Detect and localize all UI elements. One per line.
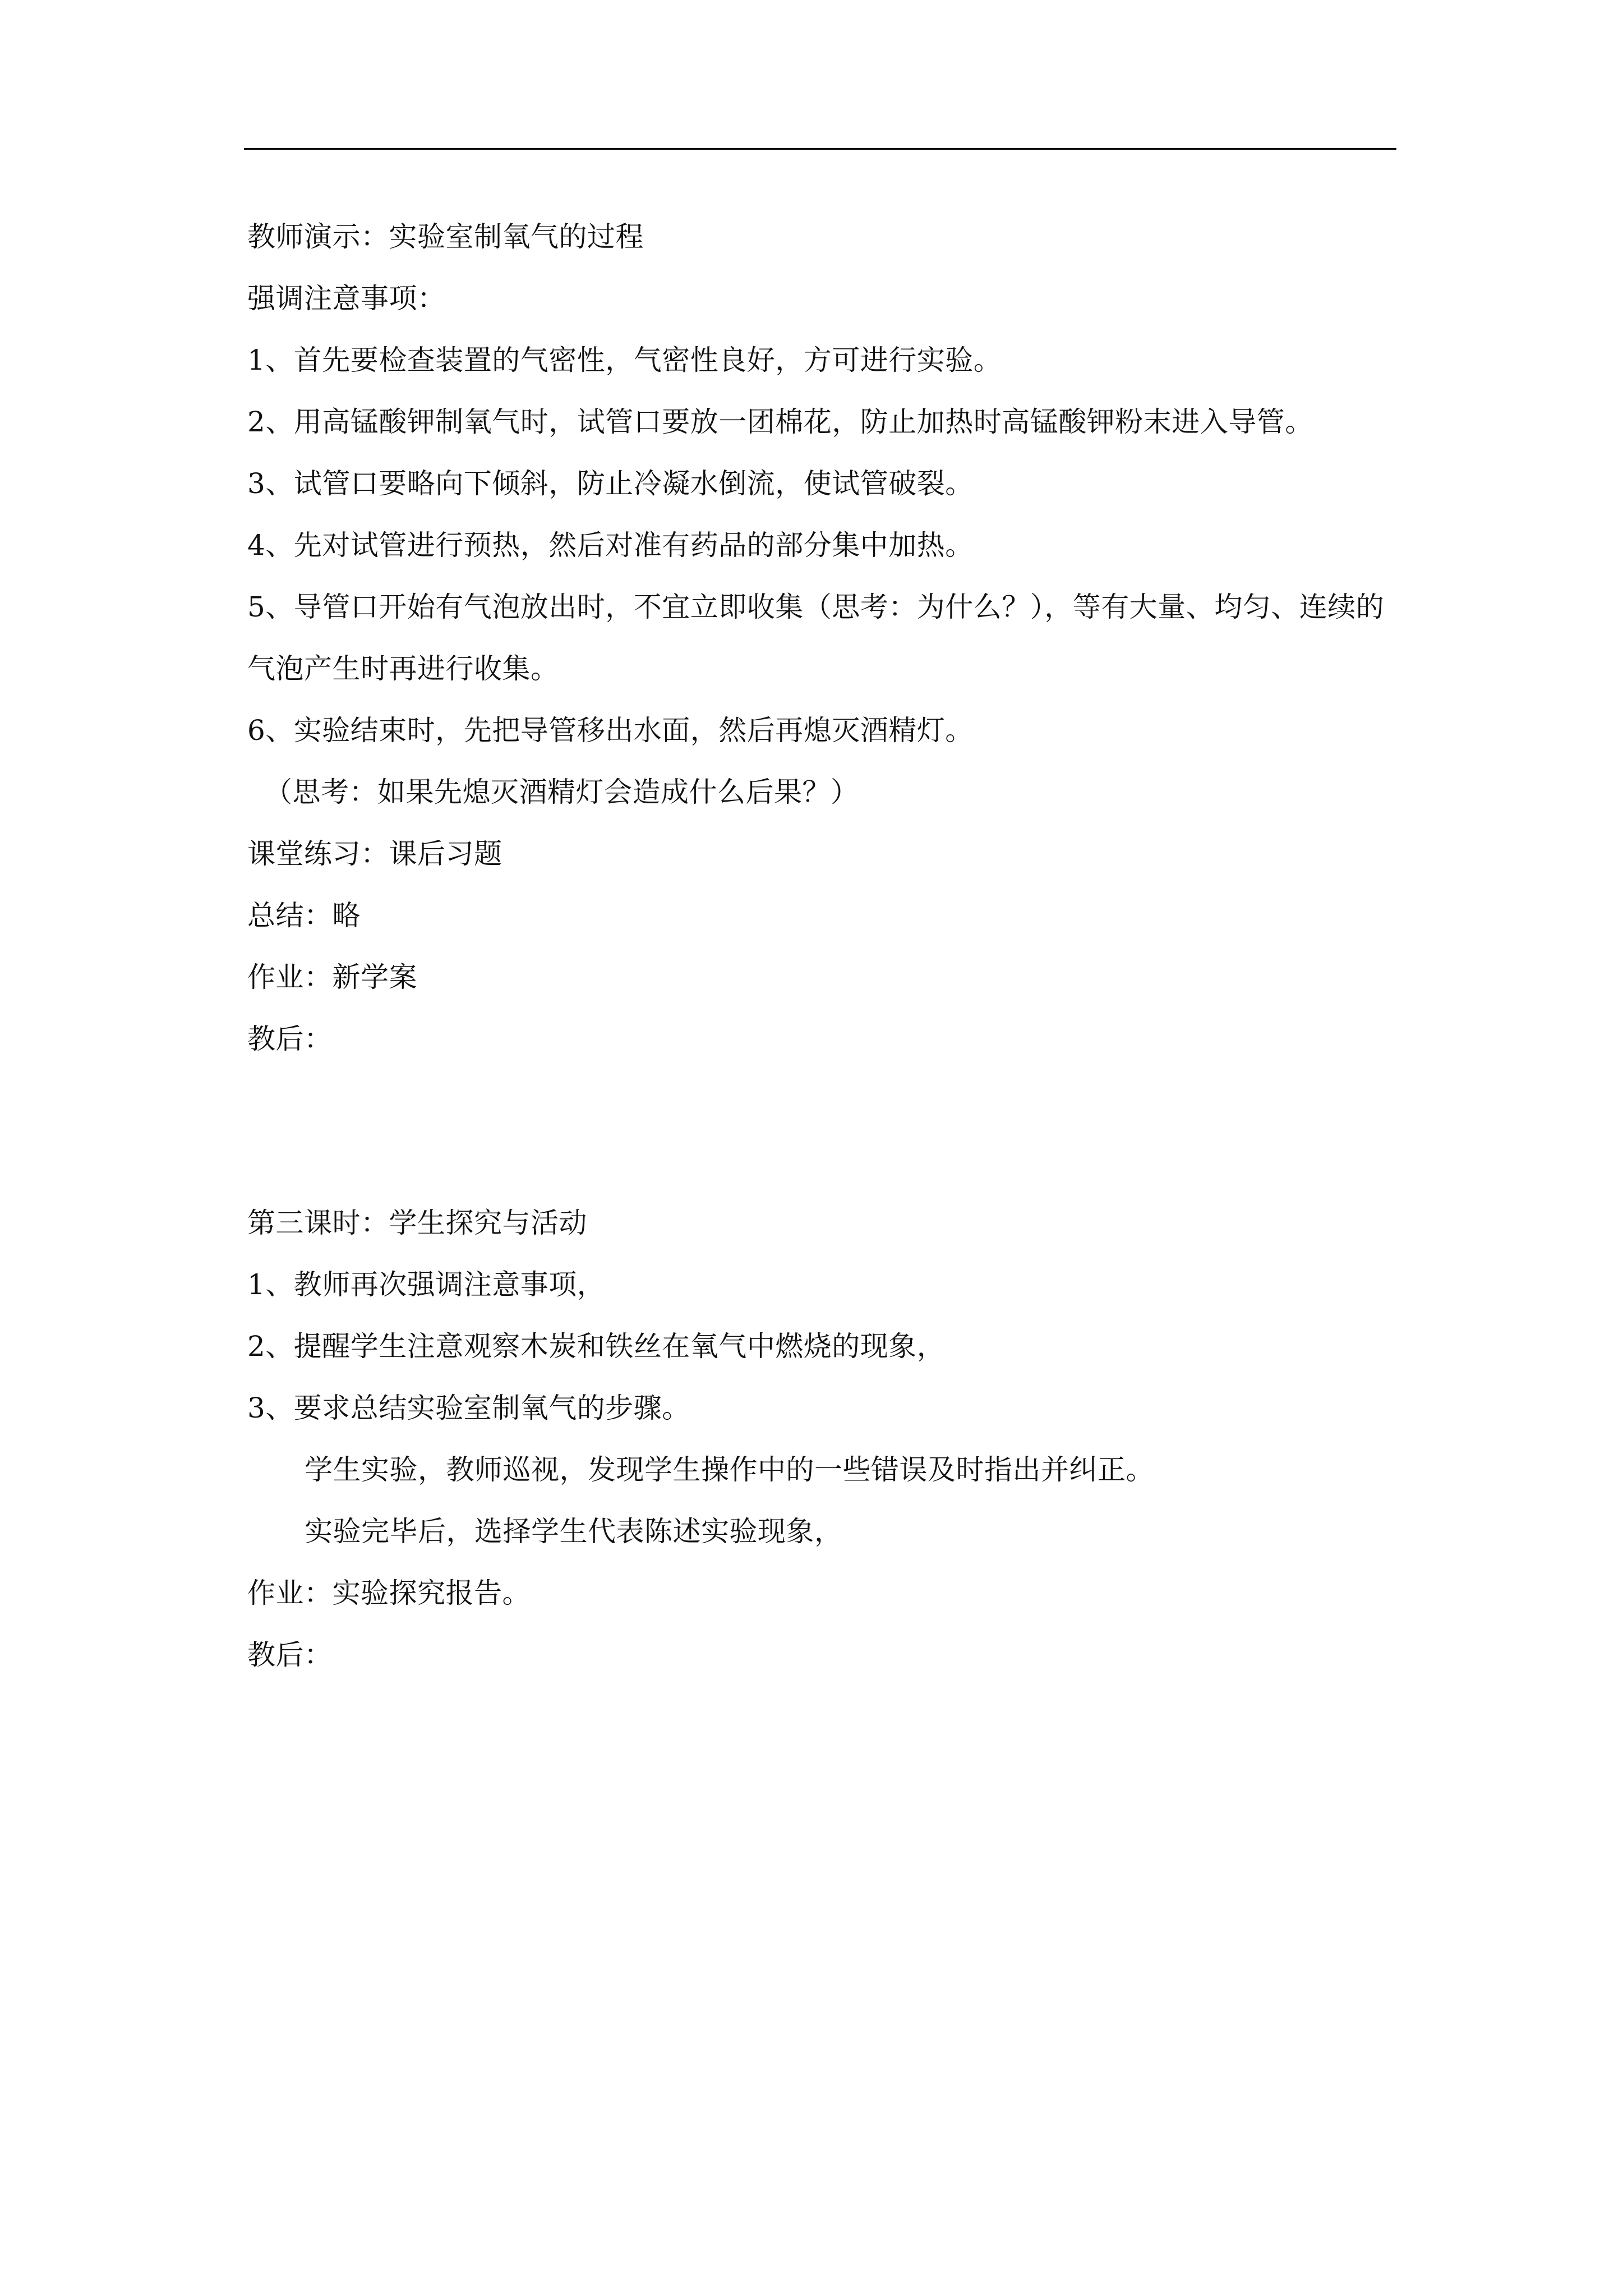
third-lesson-post-note: 教后： [247, 1639, 333, 1671]
class-practice: 课堂练习：课后习题 [247, 838, 502, 870]
third-lesson-item-2: 2、提醒学生注意观察木炭和铁丝在氧气中燃烧的现象， [247, 1330, 946, 1363]
note-item-3: 3、试管口要略向下倾斜，防止冷凝水倒流，使试管破裂。 [247, 467, 974, 500]
third-lesson-homework: 作业：实验探究报告。 [247, 1577, 531, 1609]
student-experiment: 学生实验，教师巡视，发现学生操作中的一些错误及时指出并纠正。 [305, 1453, 1154, 1486]
thinking-question: （思考：如果先熄灭酒精灯会造成什么后果？） [264, 776, 859, 808]
note-item-5: 5、导管口开始有气泡放出时，不宜立即收集（思考：为什么？），等有大量、均匀、连续的 [247, 591, 1385, 623]
notes-heading: 强调注意事项： [247, 282, 446, 315]
third-lesson-item-1: 1、教师再次强调注意事项， [247, 1268, 606, 1301]
note-item-4: 4、先对试管进行预热，然后对准有药品的部分集中加热。 [247, 529, 974, 562]
header-rule [244, 148, 1396, 150]
note-item-2: 2、用高锰酸钾制氧气时，试管口要放一团棉花，防止加热时高锰酸钾粉末进入导管。 [247, 406, 1313, 438]
third-lesson-heading: 第三课时：学生探究与活动 [247, 1207, 587, 1239]
note-item-1: 1、首先要检查装置的气密性，气密性良好，方可进行实验。 [247, 344, 1002, 376]
note-item-6: 6、实验结束时，先把导管移出水面，然后再熄灭酒精灯。 [247, 714, 974, 747]
note-item-5-continued: 气泡产生时再进行收集。 [247, 652, 559, 685]
homework: 作业：新学案 [247, 961, 417, 993]
demo-heading: 教师演示：实验室制氧气的过程 [247, 220, 644, 253]
summary: 总结：略 [247, 899, 361, 932]
post-lesson-note: 教后： [247, 1023, 333, 1055]
third-lesson-item-3: 3、要求总结实验室制氧气的步骤。 [247, 1392, 690, 1424]
experiment-finished: 实验完毕后，选择学生代表陈述实验现象， [305, 1515, 843, 1548]
